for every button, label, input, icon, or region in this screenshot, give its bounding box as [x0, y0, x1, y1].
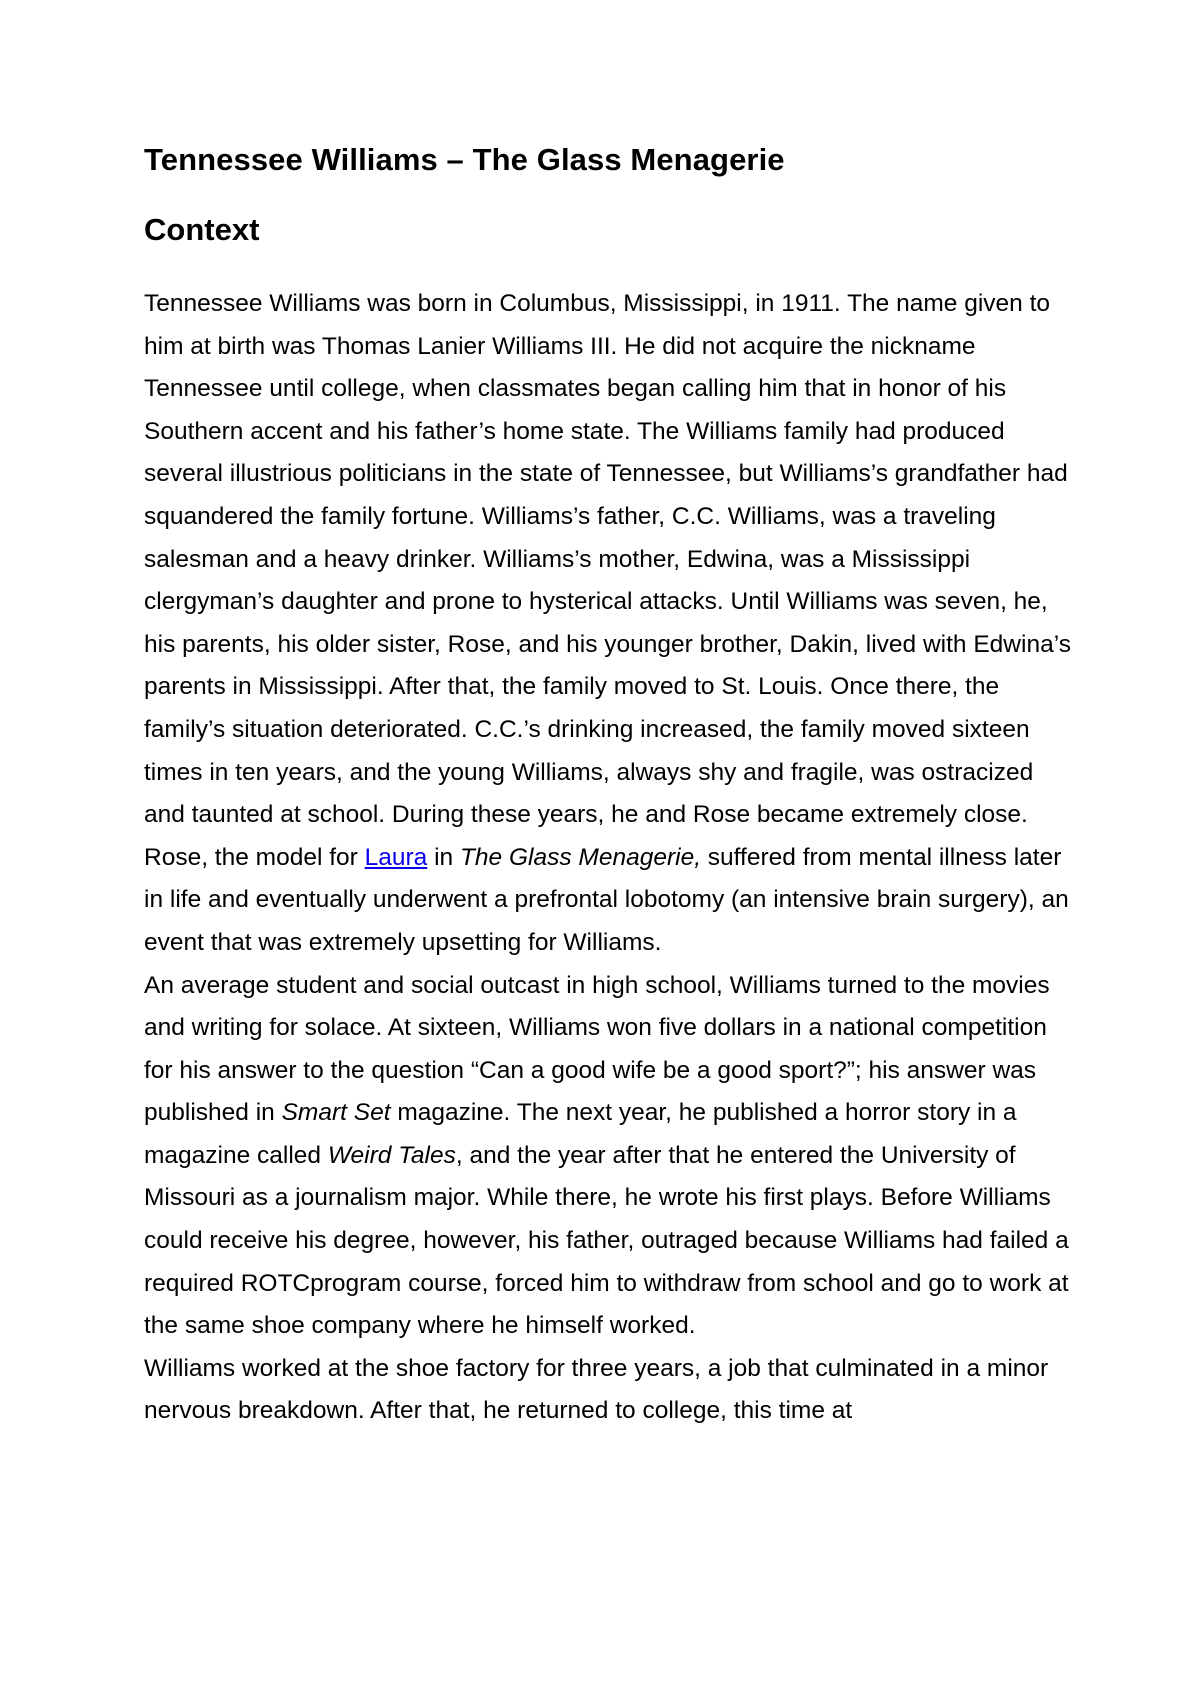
paragraph-1-text-end: suffered from mental illness later in life and eventually underwent a prefrontal lobotomy (an intensive brain surgery), an event that was extremely upsetting for Williams. [144, 843, 1069, 956]
section-heading-context: Context [144, 212, 260, 247]
paragraph-1-text-after-link: in [427, 843, 460, 871]
paragraph-2 [144, 965, 1074, 1348]
smart-set-italic: Smart Set [281, 1099, 391, 1127]
paragraph-1 [144, 283, 1074, 965]
play-title-italic: The Glass Menagerie, [459, 843, 701, 871]
paragraph-2-text-2: magazine. The next year, he published a horror story in a magazine called [144, 1099, 1017, 1169]
document-title: Tennessee Williams – The Glass Menagerie [144, 142, 785, 177]
paragraph-2-text-1: An average student and social outcast in high school, Williams turned to the movies and writing for solace. At sixteen, Williams won five dollars in a national competition for his answer to the question “Can a good wife be a good sport?”; his answer was published in [144, 971, 1050, 1127]
paragraph-2-text-3: , and the year after that he entered the University of Missouri as a journalism major. While there, he wrote his first plays. Before Williams could receive his degree, however, his father, outraged because Williams had failed a required ROTCprogram course, forced him to withdraw from school and go to work at the same shoe company where he himself worked. [144, 1141, 1069, 1340]
paragraph-1-text: Tennessee Williams was born in Columbus, Mississippi, in 1911. The name given to him at birth was Thomas Lanier Williams III. He did not acquire the nickname Tennessee until college, when classmates began calling him that in honor of his Southern accent and his father’s home state. The Williams family had produced several illustrious politicians in the state of Tennessee, but Williams’s grandfather had squandered the family fortune. Williams’s father, C.C. Williams, was a traveling salesman and a heavy drinker. Williams’s mother, Edwina, was a Mississippi clergyman’s daughter and prone to hysterical attacks. Until Williams was seven, he, his parents, his older sister, Rose, and his younger brother, Dakin, lived with Edwina’s parents in Mississippi. After that, the family moved to St. Louis. Once there, the family’s situation deteriorated. C.C.’s drinking increased, the family moved sixteen times in ten years, and the young Williams, always shy and fragile, was ostracized and taunted at school. During these years, he and Rose became extremely close. Rose, the model for [144, 290, 1071, 871]
laura-link[interactable]: Laura [364, 843, 428, 871]
weird-tales-italic: Weird Tales [327, 1141, 456, 1169]
paragraph-3-text: Williams worked at the shoe factory for three years, a job that culminated in a minor nervous breakdown. After that, he returned to college, this time at [144, 1354, 1049, 1425]
paragraph-3 [144, 1348, 1074, 1433]
document-page [144, 140, 1074, 1433]
